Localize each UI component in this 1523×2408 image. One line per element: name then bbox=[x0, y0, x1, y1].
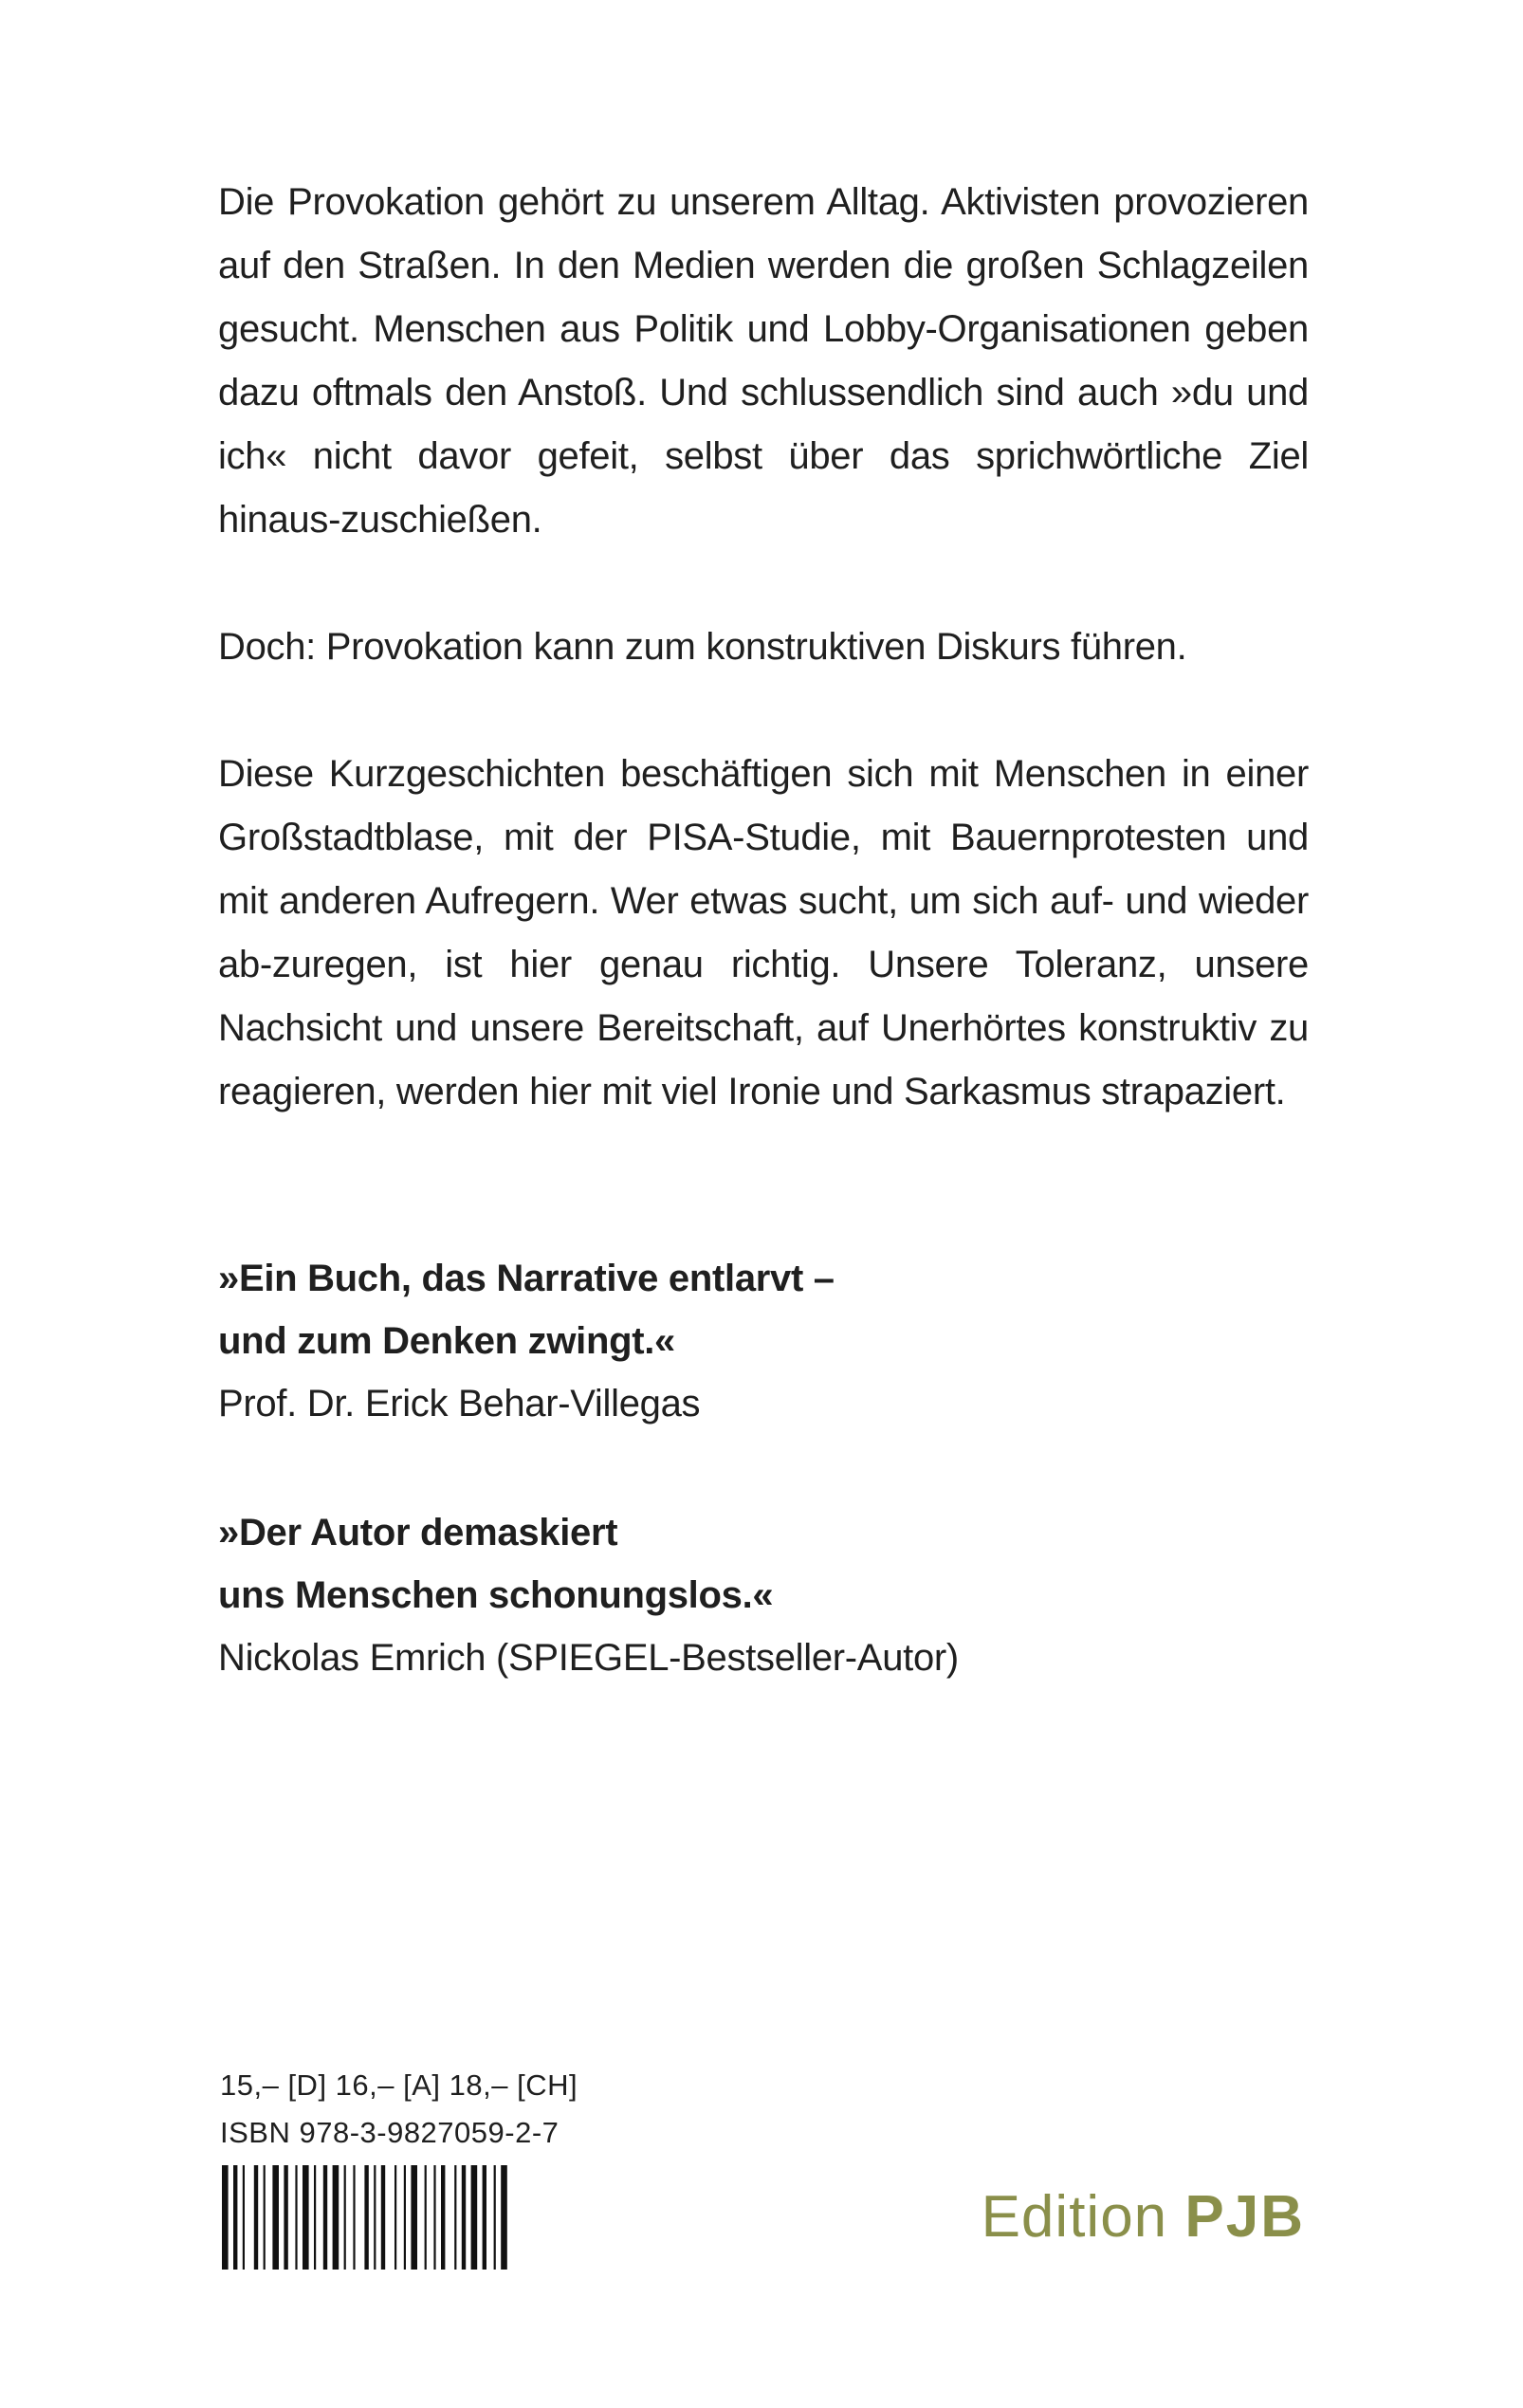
barcode-bar bbox=[454, 2165, 456, 2270]
barcode-bar bbox=[272, 2165, 279, 2270]
barcode-bar bbox=[441, 2165, 445, 2270]
barcode-bar bbox=[411, 2165, 417, 2270]
barcode-bar bbox=[404, 2165, 406, 2270]
quote-line: »Ein Buch, das Narrative entlarvt – bbox=[218, 1258, 835, 1299]
isbn-barcode bbox=[222, 2165, 594, 2270]
blurb-paragraph-3: Diese Kurzgeschichten beschäftigen sich mit Menschen in einer Großstadtblase, mit der PISA-Studie, mit Bauernprotesten und mit anderen Aufregern. Wer etwas sucht, um sich auf- und wieder ab-zuregen, ist hier genau richtig. Unsere Toleranz, unsere Nachsicht und unsere Bereitschaft, auf Unerhörtes konstruktiv zu reagieren, werden hier mit viel Ironie und Sarkasmus strapaziert. bbox=[218, 753, 1309, 1112]
publisher-name: Edition bbox=[981, 2184, 1168, 2250]
barcode-bar bbox=[462, 2165, 466, 2270]
barcode-bar bbox=[501, 2165, 507, 2270]
barcode-bar bbox=[233, 2165, 237, 2270]
barcode-bar bbox=[344, 2165, 346, 2270]
blurb-paragraph-1: Die Provokation gehört zu unserem Alltag. Aktivisten provozieren auf den Straßen. In den Medien werden die großen Schlagzeilen gesucht. Menschen aus Politik und Lobby-Organisationen geben dazu oftmals den Anstoß. Und schlussendlich sind auch »du und ich« nicht davor gefeit, selbst über das sprichwörtliche Ziel hinaus-zuschießen. bbox=[218, 181, 1309, 541]
quote-line: uns Menschen schonungslos.« bbox=[218, 1574, 774, 1616]
blurb-paragraph-2: Doch: Provokation kann zum konstruktiven Diskurs führen. bbox=[218, 626, 1187, 668]
barcode-bar bbox=[264, 2165, 266, 2270]
barcode-bar bbox=[364, 2165, 368, 2270]
barcode-bar bbox=[284, 2165, 287, 2270]
barcode-bar bbox=[425, 2165, 427, 2270]
review-quote-2 bbox=[218, 1501, 1309, 1689]
barcode-bar bbox=[381, 2165, 385, 2270]
barcode-bar bbox=[243, 2165, 245, 2270]
publisher-logo bbox=[982, 2179, 1305, 2255]
quote-line: »Der Autor demaskiert bbox=[218, 1512, 618, 1553]
barcode-bar bbox=[494, 2165, 496, 2270]
barcode-bar bbox=[471, 2165, 478, 2270]
quote-source: Nickolas Emrich (SPIEGEL-Bestseller-Autor) bbox=[218, 1637, 959, 1679]
barcode-bar bbox=[433, 2165, 435, 2270]
barcode-bar bbox=[222, 2165, 229, 2270]
barcode-bar bbox=[314, 2165, 316, 2270]
barcode-bar bbox=[333, 2165, 339, 2270]
price-line: 15,– [D] 16,– [A] 18,– [CH] bbox=[220, 2068, 578, 2102]
barcode-bar bbox=[374, 2165, 376, 2270]
barcode-bar bbox=[254, 2165, 258, 2270]
barcode-bar bbox=[483, 2165, 486, 2270]
blurb-text bbox=[218, 171, 1309, 1187]
quote-source: Prof. Dr. Erick Behar-Villegas bbox=[218, 1383, 701, 1425]
publisher-name-bold: PJB bbox=[1184, 2184, 1305, 2250]
review-quote-1 bbox=[218, 1247, 1309, 1435]
barcode-bar bbox=[303, 2165, 309, 2270]
barcode-bar bbox=[323, 2165, 327, 2270]
barcode-bar bbox=[295, 2165, 297, 2270]
isbn-number: ISBN 978-3-9827059-2-7 bbox=[220, 2116, 560, 2149]
quote-line: und zum Denken zwingt.« bbox=[218, 1320, 676, 1362]
barcode-bar bbox=[353, 2165, 355, 2270]
barcode-bar bbox=[395, 2165, 396, 2270]
